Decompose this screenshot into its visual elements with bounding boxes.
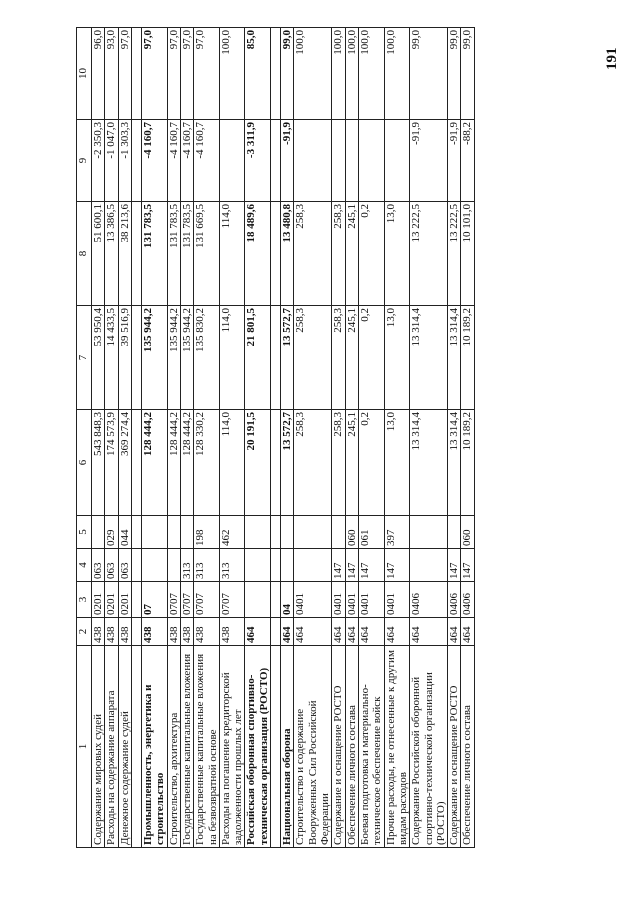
section-code-cell: 0707 <box>167 582 180 618</box>
table-row <box>294 28 332 848</box>
section-code-cell: 0201 <box>105 582 118 618</box>
adjusted-amount-cell: 13 572,7 <box>281 306 294 410</box>
section-code-cell: 0406 <box>410 582 448 618</box>
adjusted-amount-cell: 21 801,5 <box>245 306 271 410</box>
executed-amount-cell: 0,2 <box>358 202 384 306</box>
percent-executed-cell: 100,0 <box>384 28 410 120</box>
approved-amount-cell: 128 444,2 <box>141 410 167 516</box>
column-header: 6 <box>77 410 92 516</box>
deviation-cell: -4 160,7 <box>141 120 167 202</box>
percent-executed-cell <box>131 28 141 120</box>
target-code-cell <box>271 549 281 582</box>
approved-amount-cell: 13 314,4 <box>448 410 461 516</box>
item-name-cell: Государственные капитальные вложения на безвозвратной основе <box>194 646 220 848</box>
adjusted-amount-cell: 13 314,4 <box>410 306 448 410</box>
expense-code-cell <box>410 516 448 549</box>
approved-amount-cell: 369 274,4 <box>118 410 131 516</box>
target-code-cell: 313 <box>219 549 245 582</box>
column-header: 2 <box>77 618 92 646</box>
executed-amount-cell: 38 213,6 <box>118 202 131 306</box>
executed-amount-cell <box>131 202 141 306</box>
table-row <box>461 28 474 848</box>
expense-code-cell: 060 <box>461 516 474 549</box>
deviation-cell <box>332 120 345 202</box>
table-body <box>92 28 475 848</box>
deviation-cell: -1 047,0 <box>105 120 118 202</box>
item-name-cell: Обеспечение личного состава <box>461 646 474 848</box>
item-name-cell: Прочие расходы, не отнесенные к другим видам расходов <box>384 646 410 848</box>
section-code-cell: 0401 <box>358 582 384 618</box>
approved-amount-cell: 13 314,4 <box>410 410 448 516</box>
percent-executed-cell: 96,0 <box>92 28 105 120</box>
expense-code-cell: 044 <box>118 516 131 549</box>
chapter-code-cell: 438 <box>118 618 131 646</box>
item-name-cell: Строительство и содержание Вооруженных Сил Российской Федерации <box>294 646 332 848</box>
percent-executed-cell: 97,0 <box>180 28 193 120</box>
executed-amount-cell: 131 783,5 <box>167 202 180 306</box>
section-code-cell <box>245 582 271 618</box>
section-code-cell: 07 <box>141 582 167 618</box>
executed-amount-cell: 10 101,0 <box>461 202 474 306</box>
adjusted-amount-cell: 135 944,2 <box>141 306 167 410</box>
approved-amount-cell: 13 572,7 <box>281 410 294 516</box>
target-code-cell: 147 <box>448 549 461 582</box>
adjusted-amount-cell: 14 433,5 <box>105 306 118 410</box>
column-header: 5 <box>77 516 92 549</box>
deviation-cell: -2 350,3 <box>92 120 105 202</box>
adjusted-amount-cell: 245,1 <box>345 306 358 410</box>
deviation-cell <box>219 120 245 202</box>
adjusted-amount-cell: 10 189,2 <box>461 306 474 410</box>
column-header: 4 <box>77 549 92 582</box>
expense-code-cell <box>92 516 105 549</box>
item-name-cell: Строительство, архитектура <box>167 646 180 848</box>
deviation-cell: -91,9 <box>448 120 461 202</box>
percent-executed-cell: 99,0 <box>448 28 461 120</box>
target-code-cell: 063 <box>118 549 131 582</box>
expense-code-cell <box>281 516 294 549</box>
chapter-code-cell: 438 <box>194 618 220 646</box>
executed-amount-cell: 131 669,5 <box>194 202 220 306</box>
approved-amount-cell: 258,3 <box>332 410 345 516</box>
expense-code-cell: 397 <box>384 516 410 549</box>
item-name-cell: Боевая подготовка и материально-техническое обеспечение войск <box>358 646 384 848</box>
executed-amount-cell: 13 222,5 <box>448 202 461 306</box>
chapter-code-cell: 464 <box>448 618 461 646</box>
section-code-cell: 0707 <box>180 582 193 618</box>
deviation-cell: -4 160,7 <box>194 120 220 202</box>
approved-amount-cell <box>271 410 281 516</box>
chapter-code-cell: 438 <box>219 618 245 646</box>
expense-code-cell: 198 <box>194 516 220 549</box>
item-name-cell: Содержание мировых судей <box>92 646 105 848</box>
deviation-cell <box>345 120 358 202</box>
item-name-cell: Расходы на содержание аппарата <box>105 646 118 848</box>
table-row <box>194 28 220 848</box>
adjusted-amount-cell: 135 830,2 <box>194 306 220 410</box>
target-code-cell <box>131 549 141 582</box>
approved-amount-cell: 128 444,2 <box>167 410 180 516</box>
chapter-code-cell: 438 <box>167 618 180 646</box>
item-name-cell: Обеспечение личного состава <box>345 646 358 848</box>
chapter-code-cell: 464 <box>332 618 345 646</box>
executed-amount-cell: 114,0 <box>219 202 245 306</box>
adjusted-amount-cell: 39 516,9 <box>118 306 131 410</box>
adjusted-amount-cell: 135 944,2 <box>180 306 193 410</box>
chapter-code-cell: 464 <box>281 618 294 646</box>
adjusted-amount-cell: 13,0 <box>384 306 410 410</box>
expense-code-cell <box>448 516 461 549</box>
expense-code-cell: 462 <box>219 516 245 549</box>
section-code-cell: 0406 <box>461 582 474 618</box>
percent-executed-cell: 97,0 <box>194 28 220 120</box>
section-code-cell: 0201 <box>118 582 131 618</box>
table-row <box>167 28 180 848</box>
section-code-cell: 04 <box>281 582 294 618</box>
table-row <box>384 28 410 848</box>
percent-executed-cell: 97,0 <box>167 28 180 120</box>
expense-code-cell <box>271 516 281 549</box>
item-name-cell: Государственные капитальные вложения <box>180 646 193 848</box>
item-name-cell: Национальная оборона <box>281 646 294 848</box>
deviation-cell <box>294 120 332 202</box>
item-name-cell: Денежное содержание судей <box>118 646 131 848</box>
deviation-cell: -4 160,7 <box>167 120 180 202</box>
executed-amount-cell: 13 386,5 <box>105 202 118 306</box>
budget-table <box>76 27 475 848</box>
executed-amount-cell: 258,3 <box>294 202 332 306</box>
deviation-cell: -3 311,9 <box>245 120 271 202</box>
column-header: 3 <box>77 582 92 618</box>
expense-code-cell <box>131 516 141 549</box>
section-code-cell: 0707 <box>194 582 220 618</box>
section-code-cell: 0401 <box>384 582 410 618</box>
adjusted-amount-cell: 53 950,4 <box>92 306 105 410</box>
chapter-code-cell: 464 <box>410 618 448 646</box>
chapter-code-cell: 438 <box>92 618 105 646</box>
approved-amount-cell: 10 189,2 <box>461 410 474 516</box>
percent-executed-cell: 97,0 <box>141 28 167 120</box>
executed-amount-cell: 18 489,6 <box>245 202 271 306</box>
approved-amount-cell: 0,2 <box>358 410 384 516</box>
table-row <box>131 28 141 848</box>
section-code-cell <box>271 582 281 618</box>
page-number: 191 <box>604 47 620 70</box>
chapter-code-cell <box>271 618 281 646</box>
table-row <box>271 28 281 848</box>
approved-amount-cell: 114,0 <box>219 410 245 516</box>
target-code-cell: 147 <box>358 549 384 582</box>
executed-amount-cell <box>271 202 281 306</box>
adjusted-amount-cell: 0,2 <box>358 306 384 410</box>
chapter-code-cell: 464 <box>345 618 358 646</box>
approved-amount-cell: 258,3 <box>294 410 332 516</box>
target-code-cell: 147 <box>345 549 358 582</box>
approved-amount-cell: 128 330,2 <box>194 410 220 516</box>
approved-amount-cell: 543 848,3 <box>92 410 105 516</box>
percent-executed-cell: 100,0 <box>345 28 358 120</box>
target-code-cell: 147 <box>461 549 474 582</box>
percent-executed-cell: 99,0 <box>281 28 294 120</box>
expense-code-cell <box>180 516 193 549</box>
item-name-cell: Содержание Российской оборонной спортивно-технической организации (РОСТО) <box>410 646 448 848</box>
section-code-cell: 0707 <box>219 582 245 618</box>
table-row <box>141 28 167 848</box>
percent-executed-cell: 100,0 <box>219 28 245 120</box>
table-row <box>92 28 105 848</box>
section-code-cell: 0401 <box>332 582 345 618</box>
chapter-code-cell: 464 <box>294 618 332 646</box>
percent-executed-cell <box>271 28 281 120</box>
expense-code-cell: 060 <box>345 516 358 549</box>
target-code-cell <box>167 549 180 582</box>
adjusted-amount-cell: 13 314,4 <box>448 306 461 410</box>
item-name-cell: Промышленность, энергетика и строительство <box>141 646 167 848</box>
percent-executed-cell: 97,0 <box>118 28 131 120</box>
expense-code-cell <box>332 516 345 549</box>
deviation-cell: -4 160,7 <box>180 120 193 202</box>
percent-executed-cell: 93,0 <box>105 28 118 120</box>
approved-amount-cell: 128 444,2 <box>180 410 193 516</box>
item-name-cell <box>271 646 281 848</box>
chapter-code-cell <box>131 618 141 646</box>
item-name-cell: Содержание и оснащение РОСТО <box>332 646 345 848</box>
executed-amount-cell: 51 600,1 <box>92 202 105 306</box>
column-header: 10 <box>77 28 92 120</box>
approved-amount-cell: 13,0 <box>384 410 410 516</box>
target-code-cell: 313 <box>180 549 193 582</box>
deviation-cell: -91,9 <box>410 120 448 202</box>
deviation-cell: -88,2 <box>461 120 474 202</box>
percent-executed-cell: 100,0 <box>294 28 332 120</box>
column-header: 7 <box>77 306 92 410</box>
percent-executed-cell: 85,0 <box>245 28 271 120</box>
chapter-code-cell: 464 <box>461 618 474 646</box>
target-code-cell: 063 <box>105 549 118 582</box>
deviation-cell <box>384 120 410 202</box>
executed-amount-cell: 131 783,5 <box>141 202 167 306</box>
column-header: 9 <box>77 120 92 202</box>
percent-executed-cell: 100,0 <box>332 28 345 120</box>
executed-amount-cell: 13 480,8 <box>281 202 294 306</box>
budget-table-container <box>76 28 606 848</box>
chapter-code-cell: 438 <box>180 618 193 646</box>
section-code-cell: 0201 <box>92 582 105 618</box>
percent-executed-cell: 99,0 <box>410 28 448 120</box>
table-row <box>219 28 245 848</box>
table-row <box>410 28 448 848</box>
approved-amount-cell: 174 573,9 <box>105 410 118 516</box>
executed-amount-cell: 13,0 <box>384 202 410 306</box>
approved-amount-cell: 245,1 <box>345 410 358 516</box>
adjusted-amount-cell <box>131 306 141 410</box>
adjusted-amount-cell: 114,0 <box>219 306 245 410</box>
deviation-cell <box>358 120 384 202</box>
target-code-cell <box>245 549 271 582</box>
table-row <box>105 28 118 848</box>
expense-code-cell: 061 <box>358 516 384 549</box>
percent-executed-cell: 99,0 <box>461 28 474 120</box>
percent-executed-cell: 100,0 <box>358 28 384 120</box>
chapter-code-cell: 438 <box>105 618 118 646</box>
target-code-cell <box>141 549 167 582</box>
table-row <box>332 28 345 848</box>
section-code-cell: 0406 <box>448 582 461 618</box>
target-code-cell: 063 <box>92 549 105 582</box>
table-row <box>358 28 384 848</box>
target-code-cell <box>281 549 294 582</box>
column-header: 1 <box>77 646 92 848</box>
deviation-cell: -1 303,3 <box>118 120 131 202</box>
section-code-cell: 0401 <box>294 582 332 618</box>
executed-amount-cell: 245,1 <box>345 202 358 306</box>
expense-code-cell <box>167 516 180 549</box>
item-name-cell <box>131 646 141 848</box>
expense-code-cell <box>294 516 332 549</box>
target-code-cell: 313 <box>194 549 220 582</box>
table-row <box>345 28 358 848</box>
target-code-cell: 147 <box>332 549 345 582</box>
executed-amount-cell: 131 783,5 <box>180 202 193 306</box>
deviation-cell <box>271 120 281 202</box>
table-row <box>245 28 271 848</box>
adjusted-amount-cell <box>271 306 281 410</box>
item-name-cell: Расходы на погашение кредиторской задолженности прошлых лет <box>219 646 245 848</box>
expense-code-cell <box>141 516 167 549</box>
approved-amount-cell: 20 191,5 <box>245 410 271 516</box>
column-number-row <box>77 28 92 848</box>
adjusted-amount-cell: 135 944,2 <box>167 306 180 410</box>
executed-amount-cell: 13 222,5 <box>410 202 448 306</box>
target-code-cell <box>410 549 448 582</box>
table-row <box>448 28 461 848</box>
approved-amount-cell <box>131 410 141 516</box>
adjusted-amount-cell: 258,3 <box>294 306 332 410</box>
item-name-cell: Содержание и оснащение РОСТО <box>448 646 461 848</box>
executed-amount-cell: 258,3 <box>332 202 345 306</box>
section-code-cell <box>131 582 141 618</box>
item-name-cell: Российская оборонная спортивно-техническая организация (РОСТО) <box>245 646 271 848</box>
chapter-code-cell: 464 <box>384 618 410 646</box>
table-row <box>281 28 294 848</box>
target-code-cell <box>294 549 332 582</box>
adjusted-amount-cell: 258,3 <box>332 306 345 410</box>
table-row <box>180 28 193 848</box>
chapter-code-cell: 464 <box>358 618 384 646</box>
deviation-cell: -91,9 <box>281 120 294 202</box>
target-code-cell: 147 <box>384 549 410 582</box>
expense-code-cell: 029 <box>105 516 118 549</box>
chapter-code-cell: 464 <box>245 618 271 646</box>
section-code-cell: 0401 <box>345 582 358 618</box>
chapter-code-cell: 438 <box>141 618 167 646</box>
table-row <box>118 28 131 848</box>
expense-code-cell <box>245 516 271 549</box>
column-header: 8 <box>77 202 92 306</box>
deviation-cell <box>131 120 141 202</box>
